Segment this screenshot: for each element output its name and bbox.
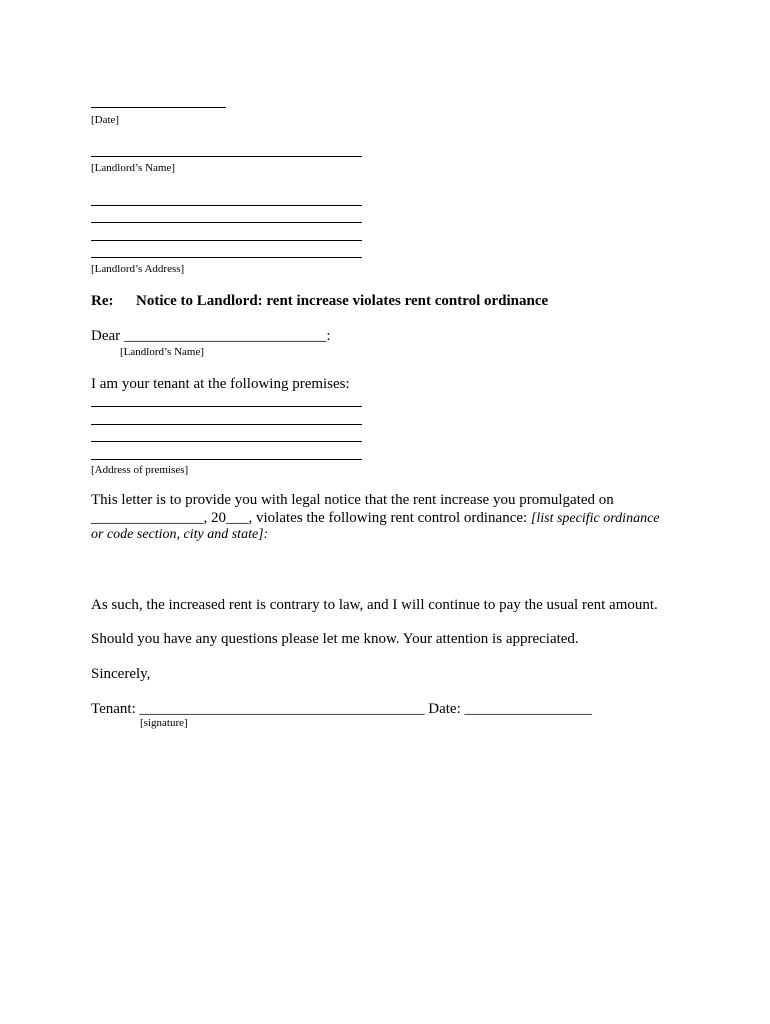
landlord-name-line xyxy=(91,156,362,157)
premises-line-1 xyxy=(91,406,362,407)
landlord-name-label: [Landlord’s Name] xyxy=(91,162,175,174)
re-prefix: Re: xyxy=(91,293,114,309)
salutation: Dear ___________________________: xyxy=(91,328,331,344)
salutation-sublabel: [Landlord’s Name] xyxy=(120,346,204,358)
notice-line-1: This letter is to provide you with legal notice that the rent increase you promulgated on xyxy=(91,492,614,508)
landlord-address-line-2 xyxy=(91,222,362,223)
premises-intro: I am your tenant at the following premises: xyxy=(91,376,350,392)
signature-sublabel: [signature] xyxy=(140,717,188,729)
notice-line-2-text: _______________, 20___, violates the following rent control ordinance: xyxy=(91,510,528,526)
landlord-address-label: [Landlord’s Address] xyxy=(91,263,185,275)
landlord-address-line-4 xyxy=(91,257,362,258)
paragraph-questions: Should you have any questions please let me know. Your attention is appreciated. xyxy=(91,631,579,647)
re-subject: Notice to Landlord: rent increase violates rent control ordinance xyxy=(136,293,549,309)
landlord-address-line-3 xyxy=(91,240,362,241)
date-label: [Date] xyxy=(91,114,120,126)
premises-line-2 xyxy=(91,424,362,425)
notice-line-3-italic: or code section, city and state]: xyxy=(91,527,269,542)
signature-line: Tenant: ______________________________________ Date: _________________ xyxy=(91,701,592,717)
premises-line-3 xyxy=(91,441,362,442)
premises-line-4 xyxy=(91,459,362,460)
date-line xyxy=(91,107,226,108)
premises-label: [Address of premises] xyxy=(91,464,189,476)
paragraph-contrary: As such, the increased rent is contrary to law, and I will continue to pay the usual rent amount. xyxy=(91,597,658,613)
landlord-address-line-1 xyxy=(91,205,362,206)
notice-line-2 xyxy=(91,509,660,528)
notice-line-2-italic: [list specific ordinance xyxy=(530,511,660,526)
closing: Sincerely, xyxy=(91,666,151,682)
